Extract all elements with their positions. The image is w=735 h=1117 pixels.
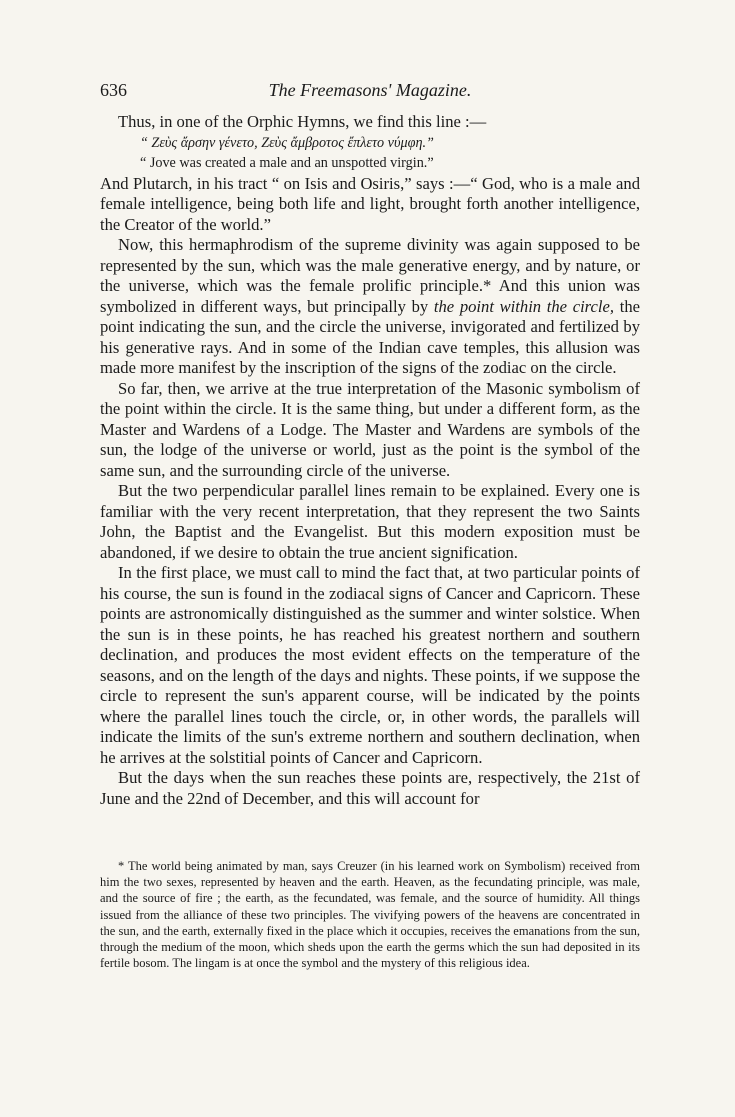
greek-quotation: “ Ζεὺς ἄρσην γένετο, Ζεὺς ἄμβροτος ἔπλετο νύμφη.” — [140, 134, 434, 151]
paragraph-solstices: In the first place, we must call to mind the fact that, at two particular points of his course, the sun is found in the zodiacal signs of Cancer and Capricorn. These points are astronomically distinguished as the summer and winter solstice. When the sun is in these points, he has reached his greatest northern and southern declination, and produces the most evident effects on the temperature of the seasons, and on the length of the days and nights. These points, if we suppose the circle to represent the sun's apparent course, will be indicated by the points where the parallel lines touch the circle, or, in other words, the parallels will indicate the limits of the sun's extreme northern and southern declination, when he arrives at the solstitial points of Cancer and Capricorn. — [100, 563, 640, 767]
paragraph-hermaphrodism-end: the point indicating the sun, and the circle the universe, invigorated and fertilized by his generative rays. And in some of the Indian cave temples, this allusion was made more manifest by the inscription of the signs of the zodiac on the circle. — [100, 296, 640, 377]
paragraph-parallel-lines: But the two perpendicular parallel lines remain to be explained. Every one is familiar with the very recent interpretation, that they represent the two Saints John, the Baptist and the Evangelist. But this modern exposition must be abandoned, if we desire to obtain the true ancient signification. — [100, 481, 640, 562]
paragraph-plutarch: And Plutarch, in his tract “ on Isis and Osiris,” says :—“ God, who is a male and female intelligence, being both life and light, brought forth another intelligence, the Creator of the world.” — [100, 173, 640, 234]
english-quotation: “ Jove was created a male and an unspotted virgin.” — [140, 155, 434, 171]
footnote-section — [100, 858, 640, 971]
page-header — [100, 80, 640, 108]
paragraph-orphic-intro: Thus, in one of the Orphic Hymns, we find this line :— — [118, 112, 487, 131]
paragraph-masonic-interpretation: So far, then, we arrive at the true interpretation of the Masonic symbolism of the point within the circle. It is the same thing, but under a different form, as the Master and Wardens of a Lodge. The Master and Wardens are symbols of the sun, the lodge of the universe or world, just as the point is the symbol of the same sun, and the surrounding circle of the universe. — [100, 378, 640, 480]
page-number: 636 — [100, 80, 127, 100]
paragraph-june-december: But the days when the sun reaches these points are, respectively, the 21st of June and the 22nd of December, and this will account for — [100, 768, 640, 808]
paragraph-hermaphrodism — [100, 235, 640, 379]
footnote-creuzer: * The world being animated by man, says Creuzer (in his learned work on Symbolism) received from him the two sexes, represented by heaven and the earth. Heaven, as the fecundating principle, was male, and the source of fire ; the earth, as the fecundated, was female, and the source of humidity. All things issued from the alliance of these two principles. The vivifying powers of the heavens are concentrated in the sun, and the earth, externally fixed in the place which it occupies, receives the emanations from the sun, through the medium of the moon, which sheds upon the earth the germs which the sun had deposited in its fertile bosom. The lingam is at once the symbol and the mystery of this religious idea. — [100, 859, 640, 971]
emphasis-point-within-circle: the point within the circle, — [433, 296, 615, 316]
article-body — [100, 112, 640, 809]
paragraph-hermaphrodism-start: Now, this hermaphrodism of the supreme divinity was again supposed to be represented by the sun, which was the male generative energy, and by nature, or the universe, which was the female prolific principle.* And this union was symbolized in different ways, but principally by — [100, 235, 640, 316]
running-title: The Freemasons' Magazine. — [268, 80, 472, 100]
